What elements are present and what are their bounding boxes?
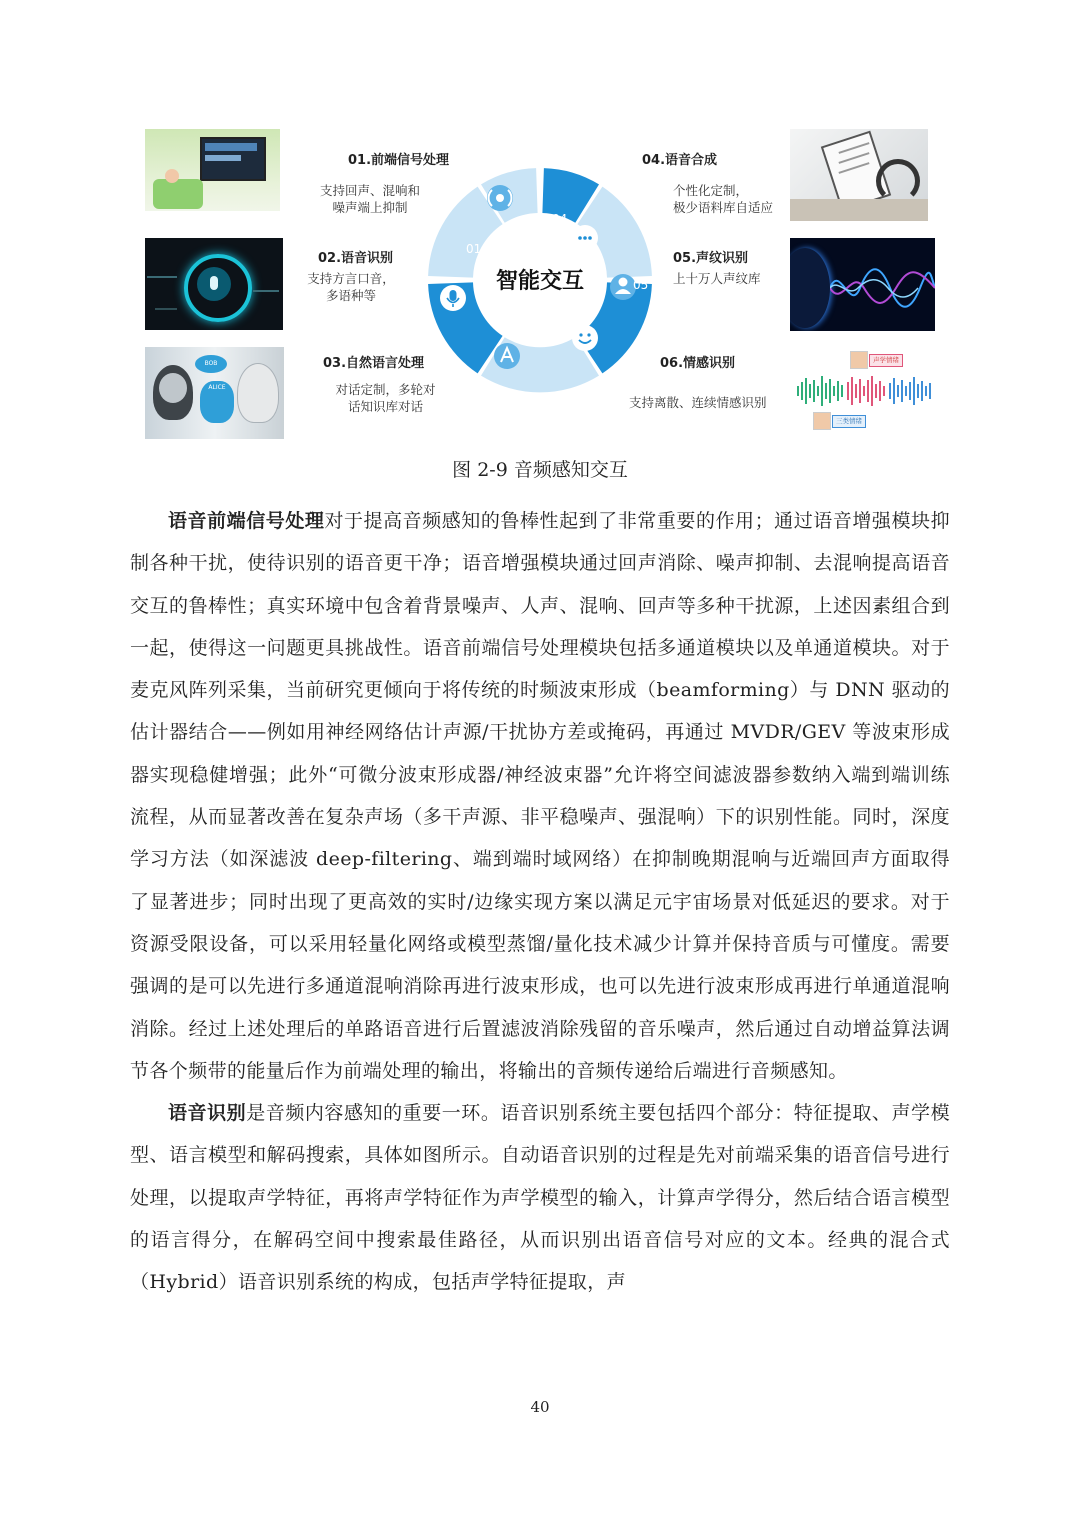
segment-01-desc: 支持回声、混响和 噪声端上抑制 xyxy=(319,183,420,215)
seg-num-06: 06 xyxy=(604,378,620,392)
smart-tv-photo xyxy=(145,129,280,222)
segment-03-title: 03.自然语言处理 xyxy=(323,356,425,371)
voice-assistant-photo xyxy=(145,238,283,330)
segment-05-title: 05.声纹识别 xyxy=(673,251,749,266)
seg-num-04: 04 xyxy=(552,212,568,226)
segment-06-title: 06.情感识别 xyxy=(660,356,736,371)
segment-05-desc: 上十万人声纹库 xyxy=(673,271,761,286)
segment-04-desc: 个性化定制， 极少语料库自适应 xyxy=(673,183,774,215)
center-title: 智能交互 xyxy=(495,269,585,294)
segment-06-desc: 支持离散、连续情感识别 xyxy=(629,395,767,410)
alice-bubble: ALICE xyxy=(200,381,234,423)
audio-perception-figure xyxy=(140,120,940,450)
speech-synthesis-photo xyxy=(790,129,928,221)
figure-caption: 图 2-9 音频感知交互 xyxy=(452,459,628,481)
emotion-tag-top: 声学情绪 xyxy=(869,354,903,367)
segment-01-title: 01.前端信号处理 xyxy=(348,153,450,168)
voiceprint-photo xyxy=(790,238,935,331)
paragraph-asr-lead: 语音识别 xyxy=(168,1102,247,1125)
paragraph-frontend-text: 对于提高音频感知的鲁棒性起到了非常重要的作用；通过语音增强模块抑制各种干扰，使待识别的语音更干净；语音增强模块通过回声消除、噪声抑制、去混响提高语音交互的鲁棒性；真实环境中包含着背景噪声、人声、混响、回声等多种干扰源，上述因素组合到一起，使得这一问题更具挑战性。语音前端信号处理模块包括多通道模块以及单通道模块。对于麦克风阵列采集，当前研究更倾向于将传统的时频波束形成（beamforming）与 DNN 驱动的估计器结合——例如用神经网络估计声源/干扰协方差或掩码，再通过 MVDR/GEV 等波束形成器实现稳健增强；此外“可微分波束形成器/神经波束器”允许将空间滤波器参数纳入端到端训练流程，从而显著改善在复杂声场（多干声源、非平稳噪声、强混响）下的识别性能。同时，深度学习方法（如深滤波 deep-filtering、端到端时域网络）在抑制晚期混响与近端回声方面取得了显著进步；同时出现了更高效的实时/边缘实现方案以满足元宇宙场景对低延迟的要求。对于资源受限设备，可以采用轻量化网络或模型蒸馏/量化技术减少计算并保持音质与可懂度。需要强调的是可以先进行多通道混响消除再进行波束形成，也可以先进行波束形成再进行单通道混响消除。经过上述处理后的单路语音进行后置滤波消除残留的音乐噪声，然后通过自动增益算法调节各个频带的能量后作为前端处理的输出，将输出的音频传递给后端进行音频感知。 xyxy=(130,510,950,1082)
robots-dialogue-photo xyxy=(145,347,284,439)
seg-num-02: 02 xyxy=(438,346,454,360)
paragraph-frontend xyxy=(130,500,950,1092)
segment-02-desc: 支持方言口音， 多语种等 xyxy=(307,271,395,303)
smile-icon xyxy=(572,325,598,351)
emotion-tag-bottom: 三类情绪 xyxy=(832,415,866,428)
paragraph-asr-text: 是音频内容感知的重要一环。语音识别系统主要包括四个部分：特征提取、声学模型、语言模型和解码搜索，具体如图所示。自动语音识别的过程是先对前端采集的语音信号进行处理，以提取声学特征，再将声学特征作为声学模型的输入，计算声学得分，然后结合语言模型的语言得分，在解码空间中搜索最佳路径，从而识别出语音信号对应的文本。经典的混合式（Hybrid）语音识别系统的构成，包括声学特征提取，声 xyxy=(130,1102,950,1294)
paragraph-frontend-lead: 语音前端信号处理 xyxy=(168,510,325,532)
paragraph-asr xyxy=(130,1092,950,1303)
bob-bubble: BOB xyxy=(195,355,227,373)
segment-04-title: 04.语音合成 xyxy=(642,153,718,168)
seg-num-01: 01 xyxy=(466,242,482,256)
emotion-recognition-photo xyxy=(795,348,935,440)
body-text xyxy=(130,500,950,1304)
seg-num-05: 05 xyxy=(633,278,649,292)
page-number: 40 xyxy=(530,1398,550,1416)
segment-02-title: 02.语音识别 xyxy=(318,251,394,266)
segment-03-desc: 对话定制，多轮对 话知识库对话 xyxy=(335,382,436,414)
smart-interaction-ring xyxy=(420,160,660,400)
